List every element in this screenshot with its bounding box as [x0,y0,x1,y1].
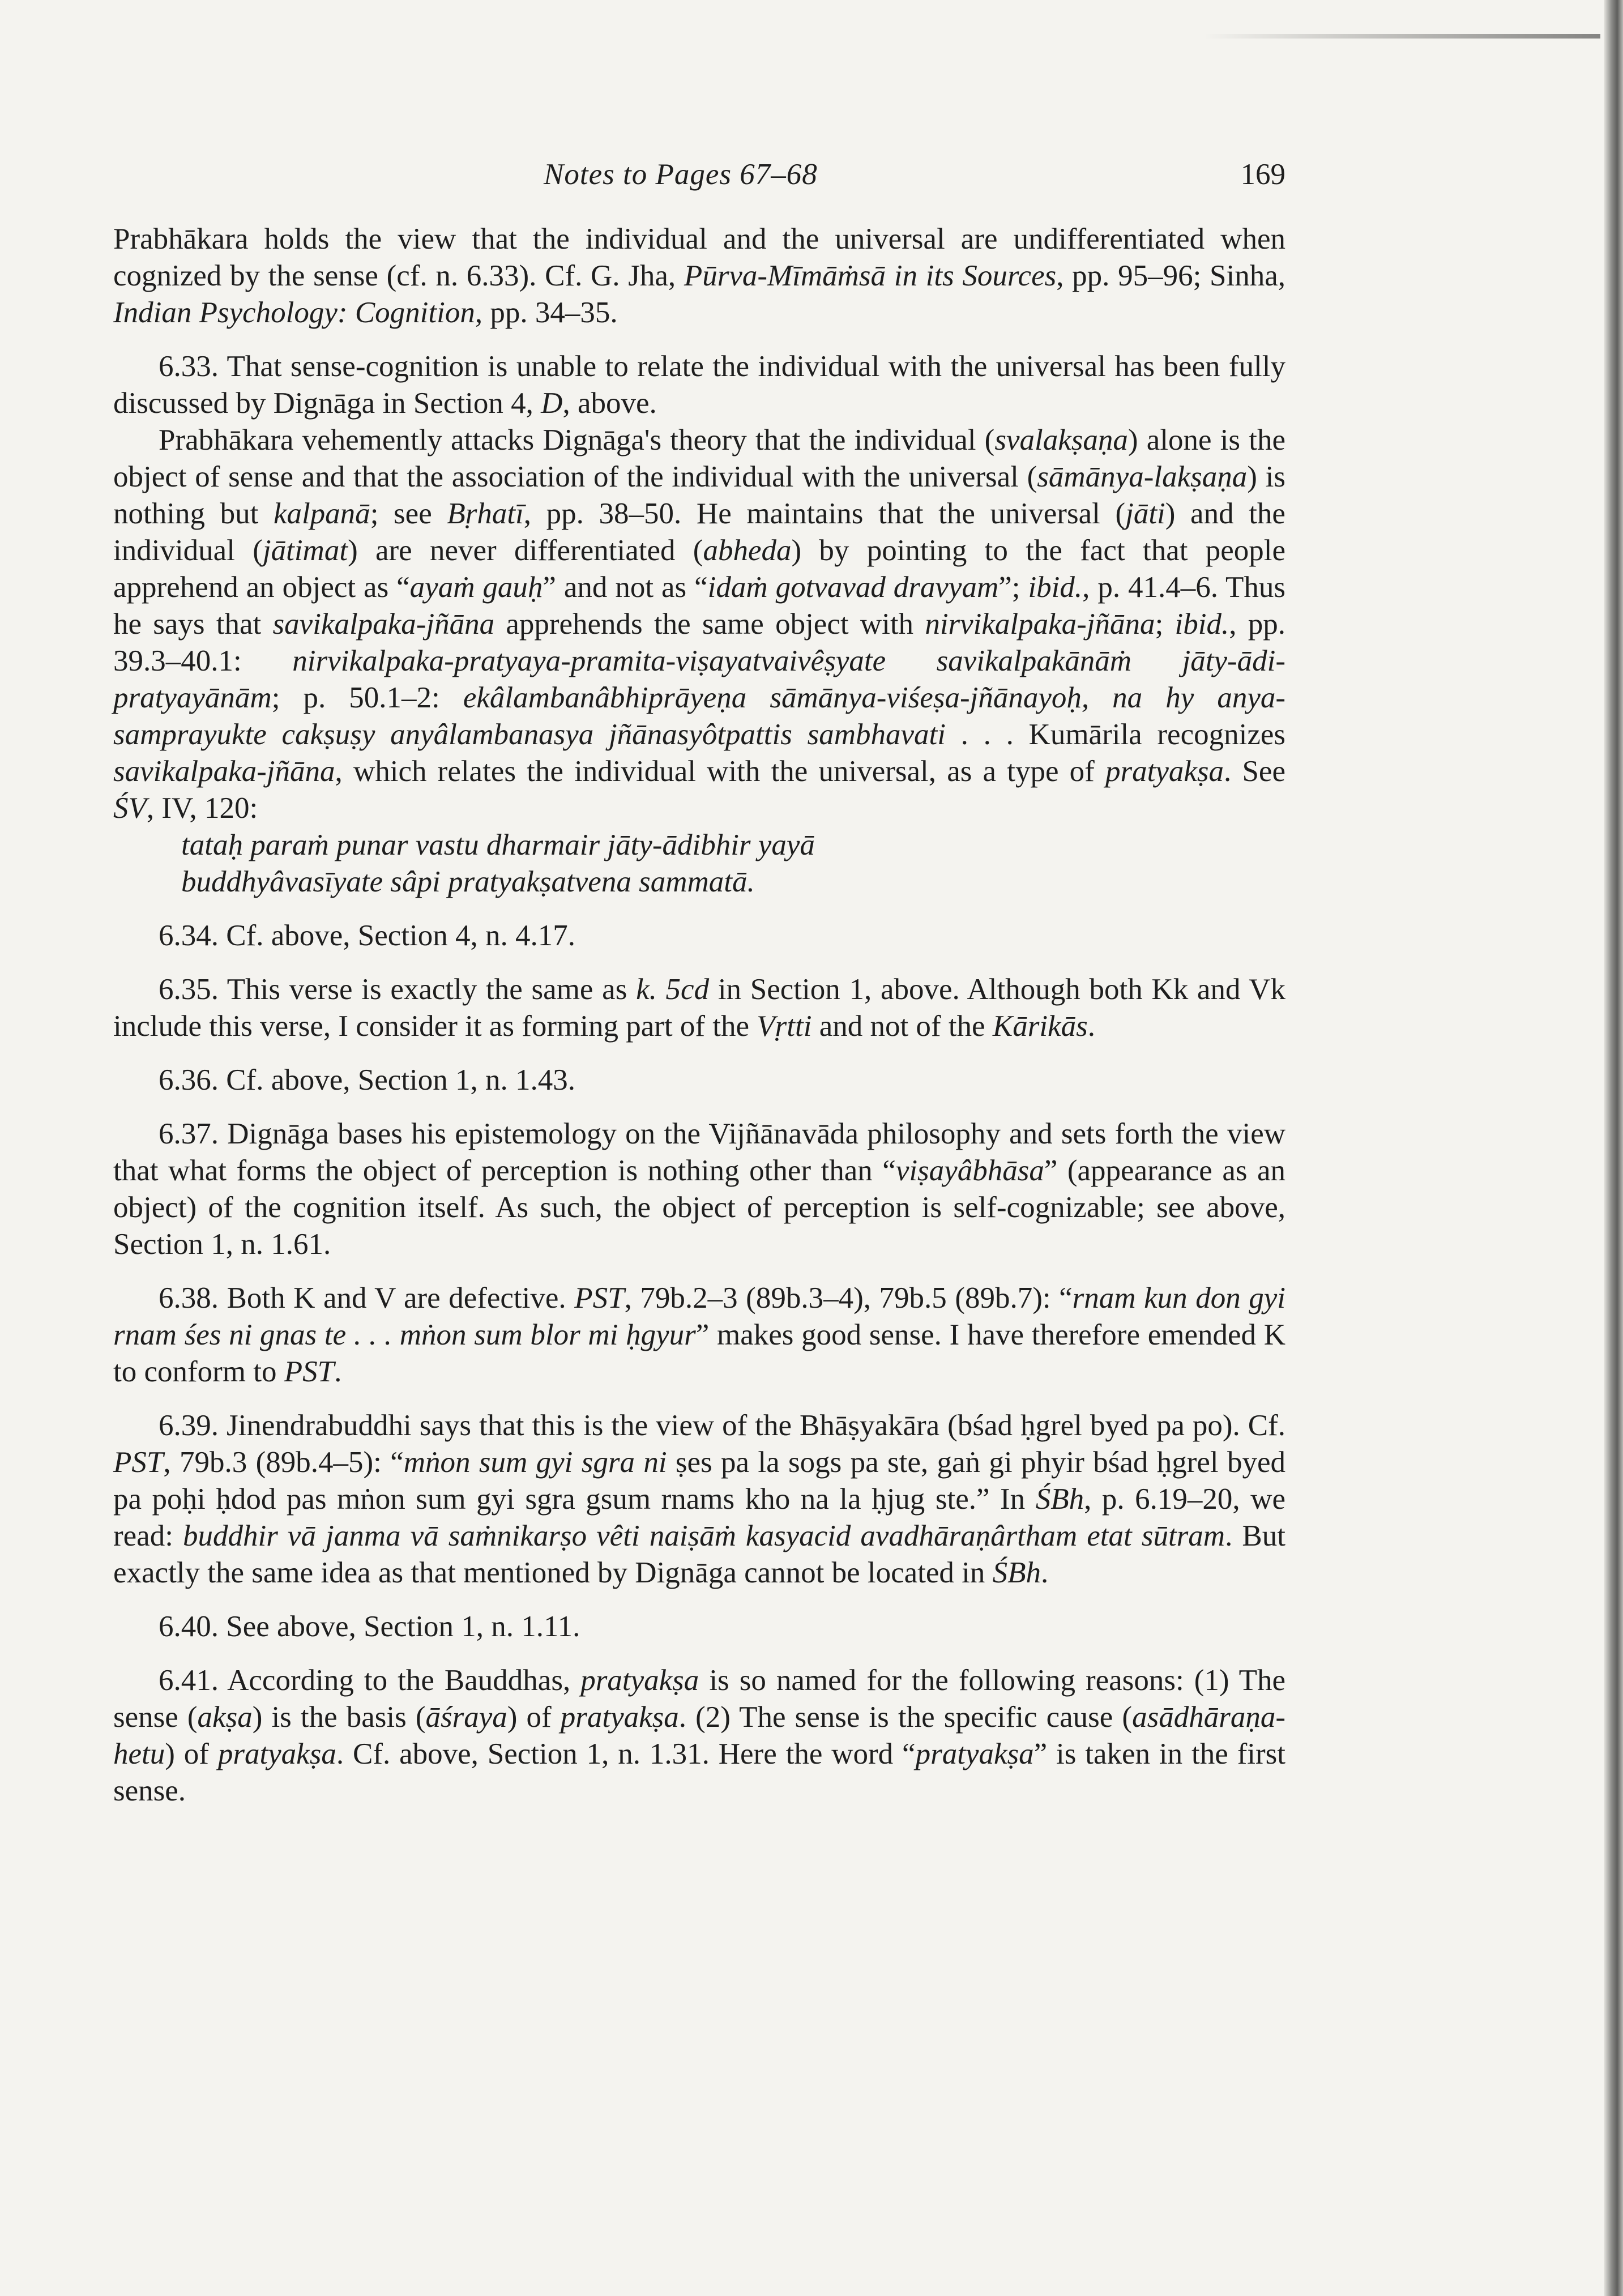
italic-text-segment: jātimat [262,534,348,567]
italic-text-segment: savikalpaka-jñāna [272,608,495,641]
note-6-40 [113,1608,1285,1645]
italic-text-segment: pratyakṣa [1105,755,1224,788]
text-segment: ṣes pa la sogs pa ste, gaṅ gi phyir bśad ḥgrel byed pa poḥi ḥdod pas mṅon sum gyi sgra gsum rnams kho na la ḥjug ste.” In [113,1446,1285,1516]
italic-text-segment: D [541,387,563,420]
italic-text-segment: Indian Psychology: Cognition [113,296,475,329]
text-segment: , pp. 38–50. He maintains that the universal ( [523,497,1126,530]
italic-text-segment: svalakṣaṇa [994,424,1128,456]
text-segment: apprehends the same object with [494,608,925,641]
italic-text-segment: kalpanā [273,497,370,530]
text-segment: in Section 1, above. Although both Kk and Vk include this verse, I consider it as forming part of the [113,973,1285,1043]
italic-text-segment: ŚV [113,792,147,825]
italic-text-segment: nirvikalpaka-jñāna [925,608,1155,641]
text-segment: ; [1155,608,1175,641]
text-segment: Prabhākara holds the view that the individual and the universal are undifferentiated when cognized by the sense (cf. n. 6.33). Cf. G. Jha, [113,223,1285,292]
text-segment: , above. [562,387,657,420]
text-segment: ” (appearance as an object) of the cognition itself. As such, the object of perception is self-cognizable; see above, Section 1, n. 1.61. [113,1154,1286,1261]
text-segment: Prabhākara vehemently attacks Dignāga's theory that the individual ( [159,424,995,456]
italic-text-segment: ibid. [1028,571,1083,604]
verse-line: tataḥ paraṁ punar vastu dharmair jāty-ādibhir yayā [181,829,815,861]
italic-text-segment: pratyakṣa [560,1701,679,1734]
italic-text-segment: rnam kun don gyi rnam śes ni gnas te . . . mṅon sum blor mi ḥgyur [113,1282,1285,1351]
italic-text-segment: PST [574,1282,625,1315]
text-segment: , pp. 34–35. [475,296,618,329]
italic-text-segment: sāmānya-lakṣaṇa [1037,460,1248,493]
text-segment: 6.41. According to the Bauddhas, [159,1664,581,1697]
text-segment: , pp. 39.3–40.1: [113,608,1286,677]
italic-text-segment: mṅon sum gyi sgra ni [403,1446,667,1479]
italic-text-segment: PST [113,1446,164,1479]
text-segment: 6.35. This verse is exactly the same as [159,973,637,1006]
italic-text-segment: ekâlambanâbhiprāyeṇa sāmānya-viśeṣa-jñānayoḥ, na hy anya-samprayukte cakṣuṣy anyâlambanasya jñānasyôtpattis sambhavati [113,681,1286,751]
text-segment: ) is nothing but [113,460,1285,530]
italic-text-segment: k. 5cd [636,973,710,1006]
italic-text-segment: Kārikās [992,1010,1088,1043]
italic-text-segment: nirvikalpaka-pratyaya-pramita-viṣayatvaivêṣyate savikalpakānāṁ jāty-ādi-pratyayānām [113,645,1285,714]
text-segment: . [1041,1556,1049,1589]
note-6-39 [113,1407,1285,1591]
note-6-33 [113,348,1285,422]
text-segment: 6.39. Jinendrabuddhi says that this is the view of the Bhāṣyakāra (bśad ḥgrel byed pa po). Cf. [159,1409,1285,1442]
note-6-38 [113,1280,1285,1390]
note-6-37 [113,1116,1285,1263]
verse-line: buddhyâvasīyate sâpi pratyakṣatvena sammatā. [181,865,755,898]
note-6-36 [113,1062,1285,1099]
text-segment: , 79b.2–3 (89b.3–4), 79b.5 (89b.7): “ [624,1282,1073,1315]
note-6-33-continued [113,422,1285,827]
running-head: Notes to Pages 67–68 [544,158,818,191]
text-segment: ” is taken in the first sense. [113,1738,1285,1807]
italic-text-segment: ŚBh [992,1556,1041,1589]
page-number: 169 [1240,158,1285,191]
text-segment: ”; [998,571,1028,604]
note-6-35 [113,971,1285,1045]
italic-text-segment: Pūrva-Mīmāṁsā in its Sources [684,259,1057,292]
italic-text-segment: pratyakṣa [580,1664,699,1697]
text-segment: . [334,1355,342,1388]
text-segment: , which relates the individual with the universal, as a type of [335,755,1105,788]
text-segment: ; see [370,497,447,530]
binding-edge [1604,0,1623,2296]
note-intro [113,221,1285,331]
italic-text-segment: savikalpaka-jñāna [113,755,335,788]
text-segment: 6.37. Dignāga bases his epistemology on the Vijñānavāda philosophy and sets forth the view that what forms the object of perception is nothing other than “ [113,1117,1285,1187]
text-segment: , p. 41.4–6. Thus he says that [113,571,1285,641]
text-segment: ) alone is the object of sense and that the association of the individual with the universal ( [113,424,1285,493]
italic-text-segment: buddhir vā janma vā saṁnikarṣo vêti naiṣāṁ kasyacid avadhāraṇârtham etat sūtram [183,1520,1225,1552]
italic-text-segment: ayaṁ gauḥ [409,571,543,604]
text-segment: . (2) The sense is the specific cause ( [678,1701,1133,1734]
italic-text-segment: idaṁ gotvavad dravyam [707,571,999,604]
text-segment: 6.33. That sense-cognition is unable to relate the individual with the universal has been fully discussed by Dignāga in Section 4, [113,350,1285,420]
text-segment: . Cf. above, Section 1, n. 1.31. Here the word “ [336,1738,916,1770]
text-segment: ” and not as “ [543,571,708,604]
italic-text-segment: ibid. [1174,608,1229,641]
italic-text-segment: PST [284,1355,335,1388]
text-segment: ) by pointing to the fact that people apprehend an object as “ [113,534,1286,604]
text-segment: . But exactly the same idea as that mentioned by Dignāga cannot be located in [113,1520,1285,1589]
text-segment: and not of the [812,1010,993,1043]
text-segment: ) is the basis ( [252,1701,426,1734]
text-segment: ) and the individual ( [113,497,1285,567]
italic-text-segment: abheda [703,534,792,567]
text-segment: , pp. 95–96; Sinha, [1056,259,1286,292]
italic-text-segment: jāti [1125,497,1165,530]
text-segment: 6.36. Cf. above, Section 1, n. 1.43. [159,1064,576,1096]
text-segment: ; p. 50.1–2: [271,681,463,714]
italic-text-segment: Bṛhatī [447,497,524,530]
notes-body [113,221,1285,1810]
text-segment: ) of [507,1701,561,1734]
page-edge-shadow [1204,34,1600,39]
italic-text-segment: akṣa [197,1701,253,1734]
text-segment: ” makes good sense. I have therefore emended K to conform to [113,1318,1285,1388]
italic-text-segment: pratyakṣa [915,1738,1034,1770]
text-segment: ) are never differentiated ( [348,534,703,567]
text-segment: 6.38. Both K and V are defective. [159,1282,575,1315]
text-segment: . [1087,1010,1095,1043]
text-segment: ) of [165,1738,218,1770]
text-segment: is so named for the following reasons: (1) The sense ( [113,1664,1285,1734]
text-segment: . See [1224,755,1285,788]
italic-text-segment: Vṛtti [757,1010,812,1043]
verse-quotation [181,827,1285,901]
page-header [113,157,1285,203]
text-segment: , IV, 120: [146,792,258,825]
note-6-41 [113,1662,1285,1810]
text-segment: 6.40. See above, Section 1, n. 1.11. [159,1610,580,1643]
italic-text-segment: pratyakṣa [217,1738,336,1770]
italic-text-segment: āśraya [425,1701,507,1734]
text-segment: , 79b.3 (89b.4–5): “ [163,1446,404,1479]
text-segment: . . . Kumārila recognizes [945,718,1286,751]
italic-text-segment: ŚBh [1035,1483,1084,1516]
text-segment: 6.34. Cf. above, Section 4, n. 4.17. [159,919,576,952]
text-segment: , p. 6.19–20, we read: [113,1483,1285,1552]
italic-text-segment: viṣayâbhāsa [895,1154,1044,1187]
italic-text-segment: asādhāraṇa-hetu [113,1701,1285,1770]
note-6-34 [113,917,1285,954]
